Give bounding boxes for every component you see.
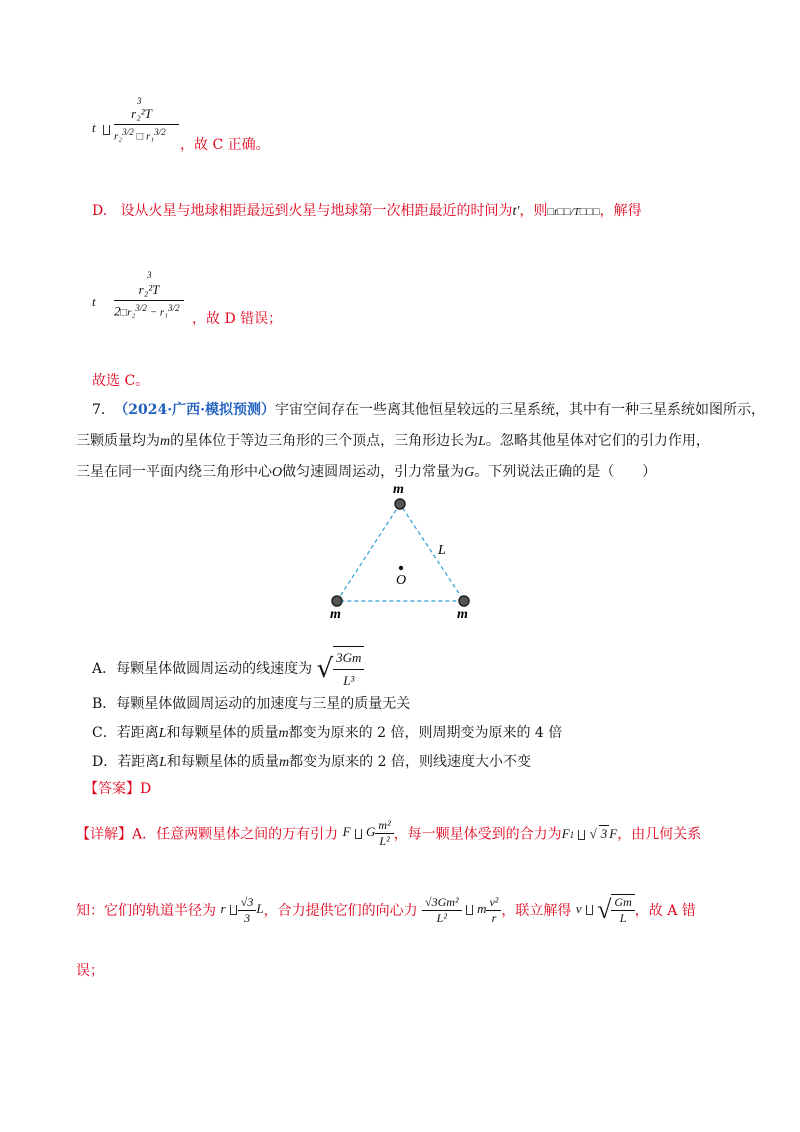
option-b: B．每颗星体做圆周运动的加速度与三星的质量无关 xyxy=(92,696,411,712)
top-star xyxy=(395,499,405,509)
detail-line-2: 知：它们的轨道半径为 r $\frac{√3}{3}$ L，合力提供它们的向心力 $\frac{\text{√3Gm²}}{\text{L²}}$ m $\frac{\text{v²}}{r}$ ，联立解得 v √ $\frac{Gm}{L}$ ，故 A 错 xyxy=(76,894,696,925)
question-line-1 xyxy=(92,399,765,421)
option-c: C．若距离L和每颗星体的质量m都变为原来的 2 倍，则周期变为原来的 4 倍 xyxy=(92,725,563,741)
d-t-var: t xyxy=(92,294,96,309)
option-d: D．若距离L和每颗星体的质量m都变为原来的 2 倍，则线速度大小不变 xyxy=(92,754,531,770)
c-numerator: r₂²T xyxy=(131,106,152,121)
c-exponent: 3 xyxy=(137,96,142,106)
question-text-1: 宇宙空间存在一些离其他恒星较远的三星系统，其中有一种三星系统如图所示， xyxy=(274,402,765,418)
c-denominator: r₂$^{3/2}$ □ r₁$^{3/2}$ xyxy=(114,127,166,143)
center-label: O xyxy=(396,573,407,588)
left-mass-label: m xyxy=(330,607,341,620)
answer-line xyxy=(84,778,151,800)
left-star xyxy=(332,596,342,606)
option-a: A．每颗星体做圆周运动的线速度为 √ $\frac{3Gm}{\text{L³}}$ xyxy=(92,646,364,692)
right-star xyxy=(459,596,469,606)
c-fraction-bar xyxy=(114,124,179,125)
c-placeholder-box xyxy=(102,122,111,138)
detail-line-3: 误； xyxy=(76,963,104,979)
d-option-line xyxy=(92,200,642,223)
d-equation: □t□□/T□□□ xyxy=(547,206,600,218)
side-label: L xyxy=(438,543,446,558)
question-line-2: 三颗质量均为m的星体位于等边三角形的三个顶点，三角形边长为L。忽略其他星体对它们的引力作用， xyxy=(76,433,710,449)
prev-answer: 故选 C。 xyxy=(92,373,150,389)
d-exponent: 3 xyxy=(147,270,152,280)
answer-value: D xyxy=(140,781,152,797)
answer-tag: 【答案】 xyxy=(84,781,140,797)
question-source: （2024·广西·模拟预测） xyxy=(114,402,275,418)
c-conclusion: ，故 C 正确。 xyxy=(180,137,270,153)
question-number: 7. xyxy=(92,402,106,418)
d-conclusion: ，故 D 错误； xyxy=(192,311,283,327)
three-star-diagram xyxy=(320,480,520,620)
c-t-var: t xyxy=(92,120,96,135)
top-mass-label: m xyxy=(393,482,404,497)
detail-line-1: 【详解】A．任意两颗星体之间的万有引力 F G $\frac{\text{m²}}{\text{L²}}$ ，每一颗星体受到的合力为F1 √ 3 F，由几何关系 xyxy=(76,818,702,848)
d-label: D. xyxy=(92,203,108,219)
d-fraction-bar xyxy=(114,300,184,301)
question-line-3: 三星在同一平面内绕三角形中心O做匀速圆周运动，引力常量为G。下列说法正确的是（ ） xyxy=(76,464,657,480)
right-mass-label: m xyxy=(457,607,468,620)
d-var: t′ xyxy=(512,204,520,219)
d-den-prefix: 2 xyxy=(114,303,121,319)
d-then: ，则 xyxy=(519,203,548,219)
d-solve: ，解得 xyxy=(599,203,642,219)
d-numerator: r₂²T xyxy=(138,282,160,297)
center-point xyxy=(399,566,403,570)
d-text: 设从火星与地球相距最远到火星与地球第一次相距最近的时间为 xyxy=(120,203,513,219)
